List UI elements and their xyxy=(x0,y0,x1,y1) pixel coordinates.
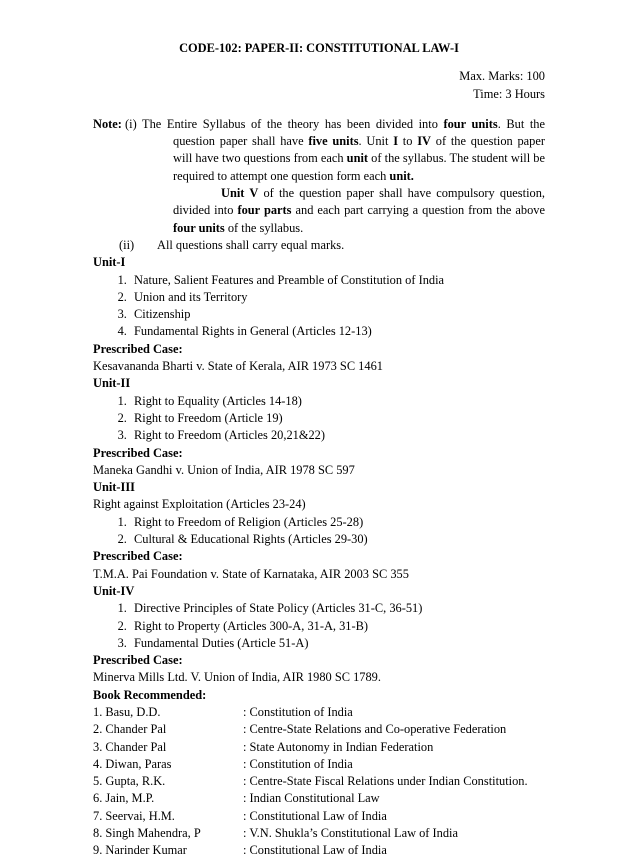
note-label: Note: xyxy=(93,116,125,131)
books-list xyxy=(93,704,545,860)
syllabus-page xyxy=(93,40,545,860)
prescribed-case: Minerva Mills Ltd. V. Union of India, AIR 1980 SC 1789. xyxy=(93,670,381,685)
unit-topic: 4. Fundamental Rights in General (Articles 12-13) xyxy=(130,323,545,340)
note-body xyxy=(125,116,545,237)
book-title: : Centre-State Fiscal Relations under Indian Constitution. xyxy=(243,774,528,789)
units-container xyxy=(93,254,545,686)
book-author: 3. Chander Pal xyxy=(93,739,167,754)
book-author: 6. Jain, M.P. xyxy=(93,791,155,806)
prescribed-case-label: Prescribed Case: xyxy=(93,549,183,564)
book-title: : Constitution of India xyxy=(243,704,353,719)
book-author: 1. Basu, D.D. xyxy=(93,704,161,719)
unit-topic-list xyxy=(93,393,545,445)
note-item-ii: (ii) All questions shall carry equal marks. xyxy=(119,237,345,252)
book-author: 8. Singh Mahendra, P xyxy=(93,826,201,841)
unit-topic: 1. Right to Freedom of Religion (Articles 25-28) xyxy=(130,514,545,531)
unit-topic: 2. Right to Freedom (Article 19) xyxy=(130,410,545,427)
unit-topic-list xyxy=(93,514,545,549)
unit-heading: Unit-IV xyxy=(93,583,135,598)
book-author: 7. Seervai, H.M. xyxy=(93,808,175,823)
note-item-i: (i) The Entire Syllabus of the theory has been divided into four units. But the question paper shall have five units. Unit I to IV of the question paper will have two questions from each unit of the syllabus. The student will be required to attempt one question form each unit. xyxy=(125,116,545,183)
unit-topic-list xyxy=(93,272,545,341)
prescribed-case-label: Prescribed Case: xyxy=(93,341,183,356)
unit-topic: 3. Fundamental Duties (Article 51-A) xyxy=(130,635,545,652)
book-author: 5. Gupta, R.K. xyxy=(93,774,166,789)
prescribed-case-label: Prescribed Case: xyxy=(93,445,183,460)
unit-topic: 1. Nature, Salient Features and Preamble of Constitution of India xyxy=(130,272,545,289)
prescribed-case: Maneka Gandhi v. Union of India, AIR 1978 SC 597 xyxy=(93,462,355,477)
unit-topic: 2. Right to Property (Articles 300-A, 31-A, 31-B) xyxy=(130,618,545,635)
book-title: : Centre-State Relations and Co-operative Federation xyxy=(243,722,507,737)
max-marks: Max. Marks: 100 xyxy=(459,69,545,84)
book-author: 2. Chander Pal xyxy=(93,722,167,737)
page-title: CODE-102: PAPER-II: CONSTITUTIONAL LAW-I xyxy=(179,41,459,55)
book-title: : Constitutional Law of India xyxy=(243,843,387,858)
unit-intro: Right against Exploitation (Articles 23-24) xyxy=(93,497,306,512)
book-title: : State Autonomy in Indian Federation xyxy=(243,739,434,754)
book-title: : Indian Constitutional Law xyxy=(243,791,380,806)
book-title: : V.N. Shukla’s Constitutional Law of India xyxy=(243,826,458,841)
unit-topic: 1. Directive Principles of State Policy (Articles 31-C, 36-51) xyxy=(130,600,545,617)
note-section xyxy=(93,116,545,237)
book-author: 4. Diwan, Paras xyxy=(93,756,172,771)
unit-topic: 2. Union and its Territory xyxy=(130,289,545,306)
unit-topic: 3. Right to Freedom (Articles 20,21&22) xyxy=(130,427,545,444)
unit-topic: 2. Cultural & Educational Rights (Articles 29-30) xyxy=(130,531,545,548)
books-heading: Book Recommended: xyxy=(93,687,207,702)
unit-topic: 3. Citizenship xyxy=(130,306,545,323)
unit-heading: Unit-I xyxy=(93,255,126,270)
note-unit-v: Unit V of the question paper shall have compulsory question, divided into four parts and each part carrying a question from the above four units of the syllabus. xyxy=(173,186,545,235)
unit-topic: 1. Right to Equality (Articles 14-18) xyxy=(130,393,545,410)
unit-heading: Unit-II xyxy=(93,376,131,391)
unit-topic-list xyxy=(93,600,545,652)
book-title: : Constitutional Law of India xyxy=(243,808,387,823)
unit-heading: Unit-III xyxy=(93,480,135,495)
prescribed-case-label: Prescribed Case: xyxy=(93,653,183,668)
exam-time: Time: 3 Hours xyxy=(473,86,545,101)
book-title: : Constitution of India xyxy=(243,756,353,771)
prescribed-case: T.M.A. Pai Foundation v. State of Karnataka, AIR 2003 SC 355 xyxy=(93,566,409,581)
prescribed-case: Kesavananda Bharti v. State of Kerala, AIR 1973 SC 1461 xyxy=(93,359,383,374)
book-author: 9. Narinder Kumar xyxy=(93,843,187,858)
